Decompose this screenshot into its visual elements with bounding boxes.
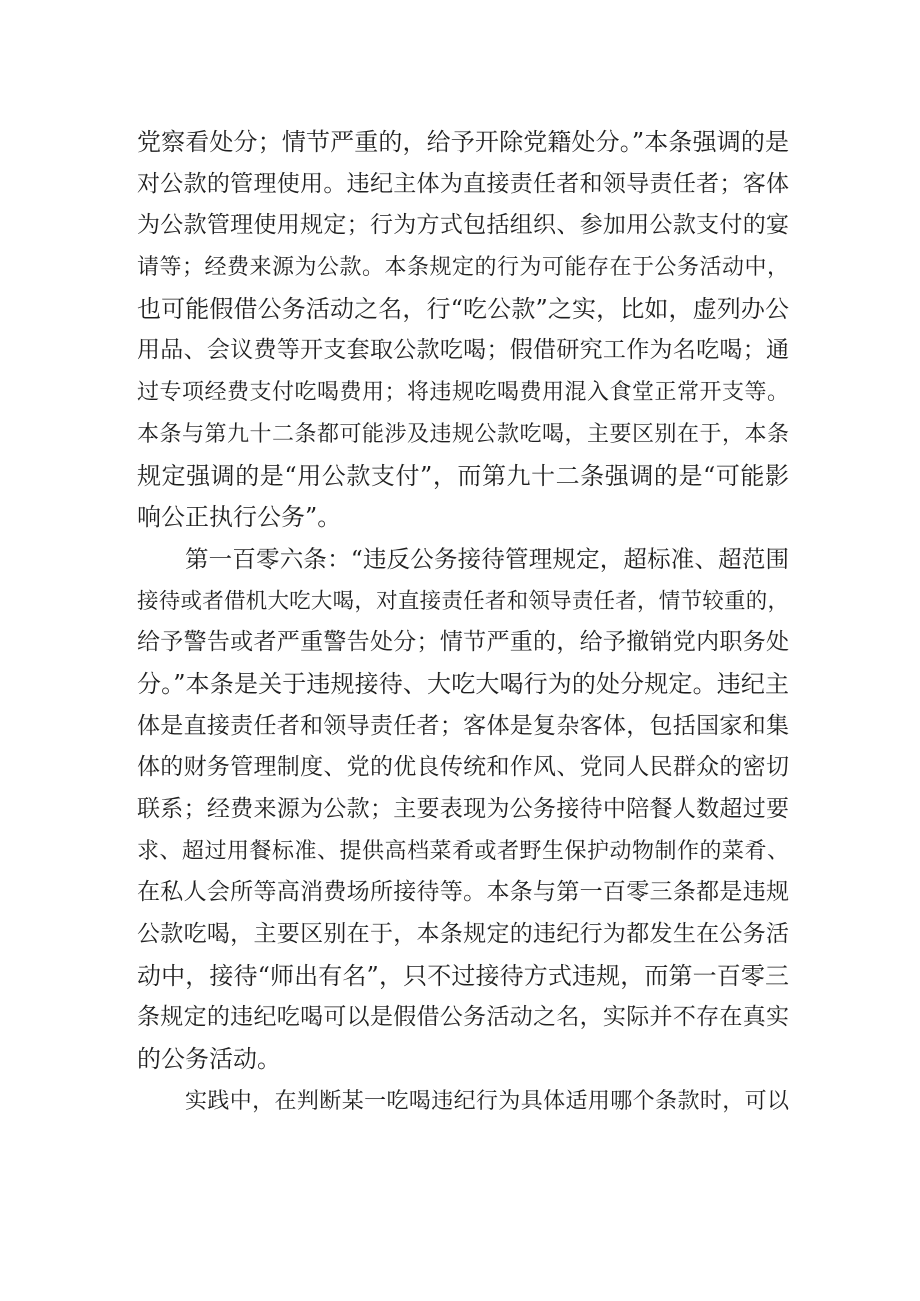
text-line: 在私人会所等高消费场所接待等。本条与第一百零三条都是违规 — [137, 879, 789, 906]
text-line: 请等；经费来源为公款。本条规定的行为可能存在于公务活动中， — [137, 255, 789, 281]
text-line: 分。”本条是关于违规接待、大吃大喝行为的处分规定。违纪主 — [137, 669, 789, 698]
paragraph — [137, 1081, 789, 1123]
document-body — [137, 122, 789, 1123]
text-line: 第一百零六条：“违反公务接待管理规定，超标准、超范围 — [185, 544, 789, 573]
text-line: 求、超过用餐标准、提供高档菜肴或者野生保护动物制作的菜肴、 — [137, 838, 789, 864]
text-line: 过专项经费支付吃喝费用；将违规吃喝费用混入食堂正常开支等。 — [137, 380, 789, 406]
paragraph — [137, 539, 789, 1081]
text-line: 规定强调的是“用公款支付”，而第九十二条强调的是“可能影 — [137, 461, 789, 490]
text-line: 联系；经费来源为公款；主要表现为公务接待中陪餐人数超过要 — [137, 796, 789, 822]
text-line: 给予警告或者严重警告处分；情节严重的，给予撤销党内职务处 — [137, 629, 789, 656]
paragraph — [137, 122, 789, 539]
text-line: 的公务活动。 — [137, 1045, 281, 1074]
text-line: 对公款的管理使用。违纪主体为直接责任者和领导责任者；客体 — [137, 170, 789, 197]
text-line: 条规定的违纪吃喝可以是假借公务活动之名，实际并不存在真实 — [137, 1004, 789, 1031]
text-line: 用品、会议费等开支套取公款吃喝；假借研究工作为名吃喝；通 — [137, 337, 789, 364]
text-line: 体的财务管理制度、党的优良传统和作风、党同人民群众的密切 — [137, 754, 789, 781]
text-line: 本条与第九十二条都可能涉及违规公款吃喝，主要区别在于，本条 — [137, 421, 789, 447]
text-line: 为公款管理使用规定；行为方式包括组织、参加用公款支付的宴 — [137, 212, 789, 239]
text-line: 接待或者借机大吃大喝，对直接责任者和领导责任者，情节较重的， — [137, 588, 789, 614]
text-line: 响公正执行公务”。 — [137, 503, 342, 532]
text-line: 公款吃喝，主要区别在于，本条规定的违纪行为都发生在公务活 — [137, 921, 789, 948]
text-line: 党察看处分；情节严重的，给予开除党籍处分。”本条强调的是 — [137, 128, 789, 156]
text-line: 也可能假借公务活动之名，行“吃公款”之实，比如，虚列办公 — [137, 294, 789, 323]
text-line: 实践中，在判断某一吃喝违纪行为具体适用哪个条款时，可以 — [185, 1088, 789, 1114]
text-line: 动中，接待“师出有名”，只不过接待方式违规，而第一百零三 — [137, 961, 789, 990]
text-line: 体是直接责任者和领导责任者；客体是复杂客体，包括国家和集 — [137, 712, 789, 739]
